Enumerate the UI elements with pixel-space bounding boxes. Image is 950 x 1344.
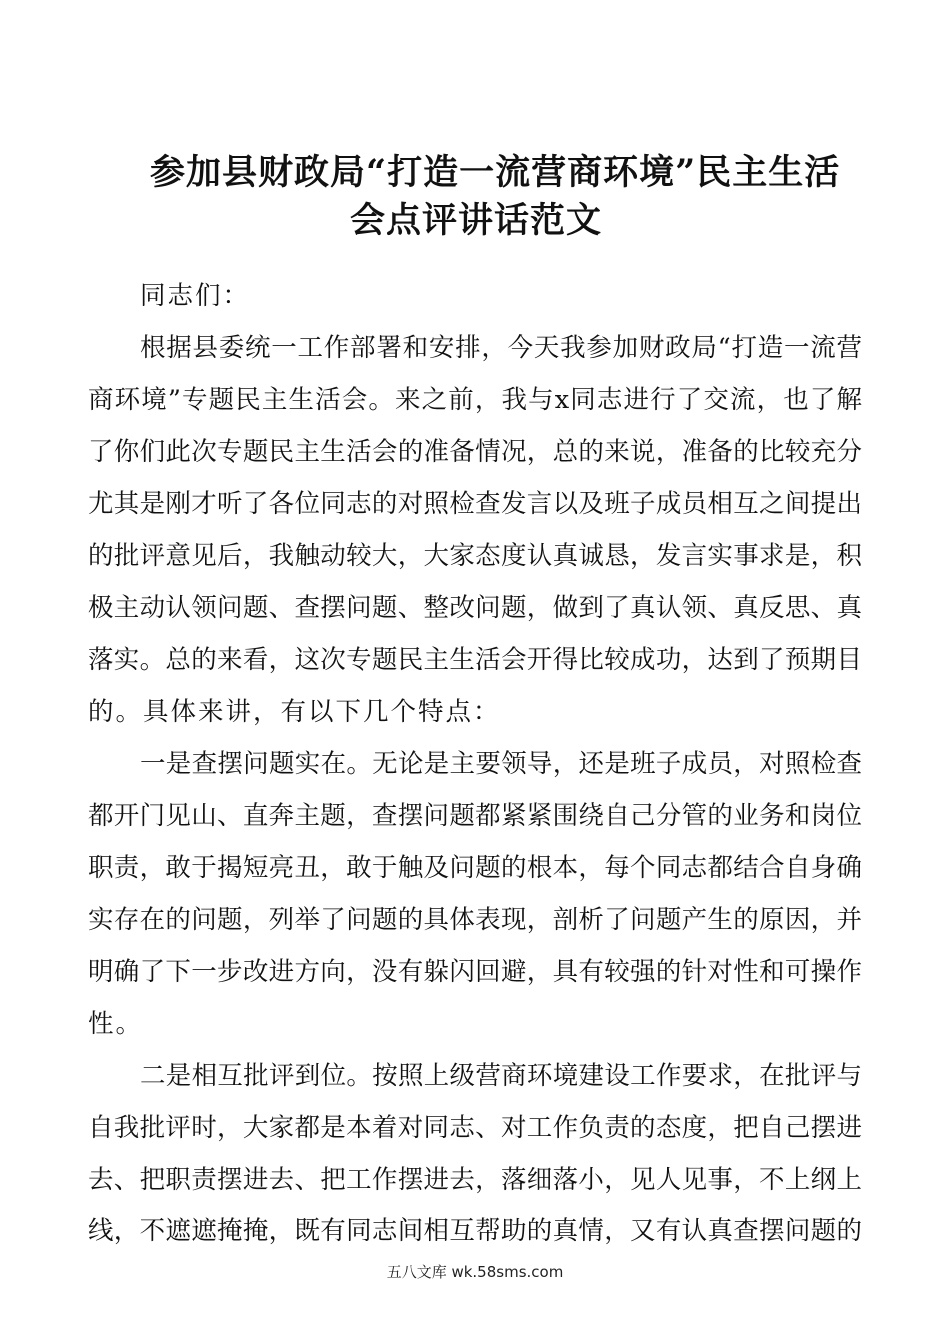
paragraph-line: 二是相互批评到位。按照上级营商环境建设工作要求，在批评与 bbox=[140, 1061, 862, 1091]
paragraph-line: 尤其是刚才听了各位同志的对照检查发言以及班子成员相互之间提出 bbox=[88, 489, 862, 519]
paragraph-line: 职责，敢于揭短亮丑，敢于触及问题的根本，每个同志都结合自身确 bbox=[88, 853, 862, 883]
paragraph-line: 落实。总的来看，这次专题民主生活会开得比较成功，达到了预期目 bbox=[88, 645, 862, 675]
paragraph-line: 明确了下一步改进方向，没有躲闪回避，具有较强的针对性和可操作 bbox=[88, 957, 862, 987]
document-title-line-2: 会点评讲话范文 bbox=[350, 200, 603, 241]
paragraph-line: 的。具体来讲，有以下几个特点： bbox=[88, 697, 501, 727]
paragraph-line: 极主动认领问题、查摆问题、整改问题，做到了真认领、真反思、真 bbox=[88, 593, 862, 623]
salutation: 同志们： bbox=[140, 281, 251, 311]
paragraph-line: 线，不遮遮掩掩，既有同志间相互帮助的真情，又有认真查摆问题的 bbox=[88, 1216, 862, 1246]
document-title-line-1: 参加县财政局“打造一流营商环境”民主生活 bbox=[150, 152, 841, 193]
paragraph-line: 都开门见山、直奔主题，查摆问题都紧紧围绕自己分管的业务和岗位 bbox=[88, 801, 862, 831]
paragraph-line: 自我批评时，大家都是本着对同志、对工作负责的态度，把自己摆进 bbox=[88, 1113, 862, 1143]
paragraph-line: 商环境”专题民主生活会。来之前，我与x同志进行了交流，也了解 bbox=[88, 385, 862, 415]
paragraph-line: 实存在的问题，列举了问题的具体表现，剖析了问题产生的原因，并 bbox=[88, 905, 862, 935]
footer-watermark: 五八文库 wk.58sms.com bbox=[386, 1263, 564, 1281]
paragraph-line: 一是查摆问题实在。无论是主要领导，还是班子成员，对照检查 bbox=[140, 749, 862, 779]
paragraph-line: 去、把职责摆进去、把工作摆进去，落细落小，见人见事，不上纲上 bbox=[88, 1165, 862, 1195]
paragraph-line: 性。 bbox=[88, 1009, 144, 1039]
paragraph-line: 根据县委统一工作部署和安排，今天我参加财政局“打造一流营 bbox=[140, 333, 862, 363]
paragraph-line: 的批评意见后，我触动较大，大家态度认真诚恳，发言实事求是，积 bbox=[88, 541, 862, 571]
paragraph-line: 了你们此次专题民主生活会的准备情况，总的来说，准备的比较充分 bbox=[88, 437, 862, 467]
